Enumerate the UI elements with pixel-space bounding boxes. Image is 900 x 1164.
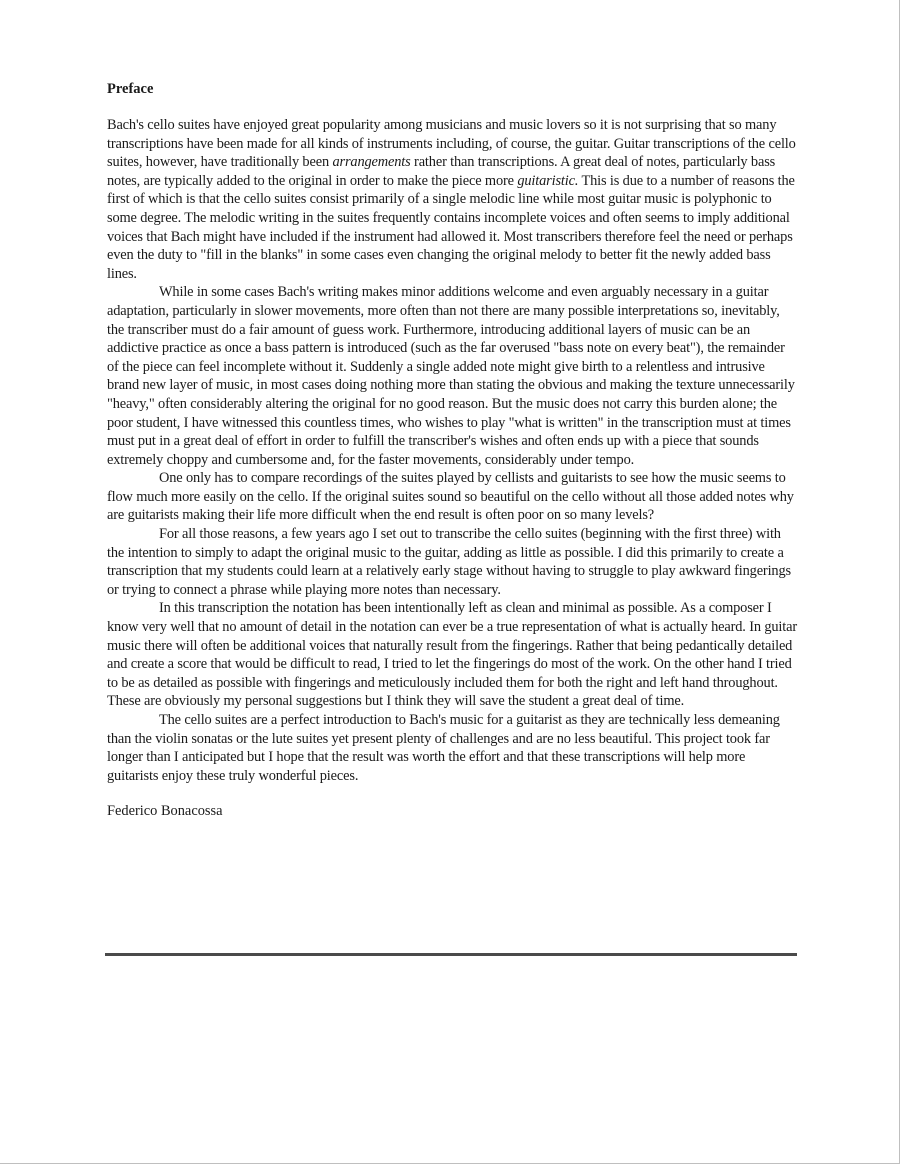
paragraph-text: Bach's cello suites have enjoyed great popularity among musicians and music lovers so it is not surprising that so many transcriptions have been made for all kinds of instruments including, of course, the guitar. Guitar transcriptions of the cello suites, however, have traditionally been bbox=[107, 117, 796, 171]
paragraph bbox=[107, 525, 797, 599]
paragraph bbox=[107, 469, 797, 525]
emphasis-text: arrangements bbox=[332, 154, 411, 171]
page-title: Preface bbox=[107, 81, 154, 97]
paragraph-text: For all those reasons, a few years ago I set out to transcribe the cello suites (beginning with the first three) with the intention to simply to adapt the original music to the guitar, adding as little as possible. I did this primarily to create a transcription that my students could learn at a relatively early stage without having to struggle to play awkward fingerings or trying to connect a phrase while playing more notes than necessary. bbox=[107, 526, 791, 598]
paragraph bbox=[107, 283, 797, 469]
paragraph-text: In this transcription the notation has been intentionally left as clean and minimal as possible. As a composer I know very well that no amount of detail in the notation can ever be a true representation of what is actually heard. In guitar music there will often be additional voices that naturally result from the fingerings. Rather that being pedantically detailed and create a score that would be difficult to read, I tried to let the fingerings do most of the work. On the other hand I tried to be as detailed as possible with fingerings and meticulously included them for both the right and left hand throughout. These are obviously my personal suggestions but I think they will save the student a great deal of time. bbox=[107, 600, 797, 710]
paragraph-text: While in some cases Bach's writing makes minor additions welcome and even arguably necessary in a guitar adaptation, particularly in slower movements, more often than not there are many possible interpretations so, inevitably, the transcriber must do a fair amount of guess work. Furthermore, introducing additional layers of music can be an addictive practice as once a bass pattern is introduced (such as the far overused "bass note on every beat"), the remainder of the piece can feel incomplete without it. Suddenly a single added note might give birth to a relentless and intrusive brand new layer of music, in most cases doing nothing more than stating the obvious and making the texture unnecessarily "heavy," often considerably altering the original for no good reason. But the music does not carry this burden alone; the poor student, I have witnessed this countless times, who wishes to play "what is written" in the transcription must at times must put in a great deal of effort in order to fulfill the transcriber's wishes and often ends up with a piece that sounds extremely choppy and cumbersome and, for the faster movements, considerably under tempo. bbox=[107, 284, 795, 468]
paragraph bbox=[107, 116, 797, 283]
paragraph-text: The cello suites are a perfect introduction to Bach's music for a guitarist as they are technically less demeaning than the violin sonatas or the lute suites yet present plenty of challenges and are no less beautiful. This project took far longer than I anticipated but I hope that the result was worth the effort and that these transcriptions will help more guitarists enjoy these truly wonderful pieces. bbox=[107, 712, 780, 784]
paragraph bbox=[107, 711, 797, 785]
author-signature: Federico Bonacossa bbox=[107, 803, 223, 820]
preface-content bbox=[107, 79, 797, 821]
emphasis-text: guitaristic. bbox=[517, 172, 579, 189]
paragraph-text: This is due to a number of reasons the first of which is that the cello suites consist primarily of a single melodic line while most guitar music is polyphonic to some degree. The melodic writing in the suites frequently contains incomplete voices and often seems to imply additional voices that Bach might have included if the instrument had allowed it. Most transcribers therefore feel the need or perhaps even the duty to "fill in the blanks" in some cases even changing the original melody to better fit the newly added bass lines. bbox=[107, 172, 795, 282]
horizontal-rule bbox=[105, 953, 797, 956]
paragraph bbox=[107, 599, 797, 711]
paragraph-text: One only has to compare recordings of the suites played by cellists and guitarists to see how the music seems to flow much more easily on the cello. If the original suites sound so beautiful on the cello without all those added notes why are guitarists making their life more difficult when the end result is often poor on so many levels? bbox=[107, 470, 794, 524]
paragraph-text: rather than transcriptions. A great deal of notes, particularly bass notes, are typically added to the original in order to make the piece more bbox=[107, 154, 776, 189]
